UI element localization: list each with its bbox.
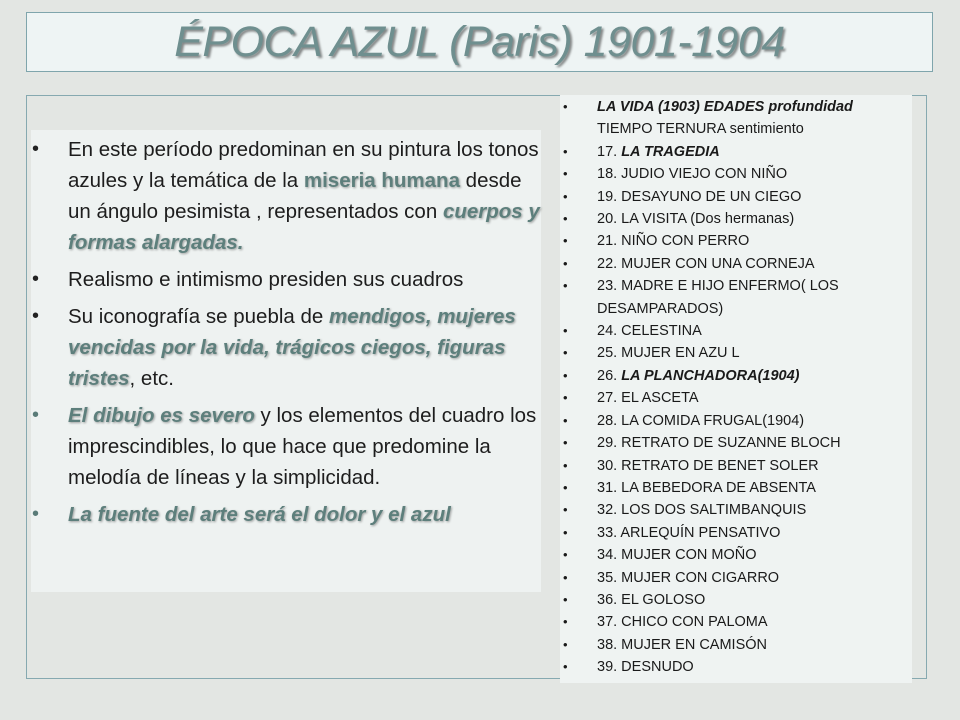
- work-title-bold: LA VIDA (1903) EDADES profundidad: [597, 99, 853, 115]
- work-item-35: • 35. MUJER CON CIGARRO: [560, 567, 912, 589]
- highlight-miseria: miseria humana: [303, 169, 460, 192]
- works-list: [560, 96, 912, 679]
- work-item-21: • 21. NIÑO CON PERRO: [560, 230, 912, 252]
- work-subtitle: TIEMPO TERNURA sentimiento: [597, 121, 804, 138]
- works-panel: [560, 95, 912, 683]
- work-item-33: • 33. ARLEQUÍN PENSATIVO: [560, 522, 912, 544]
- work-item-28: • 28. LA COMIDA FRUGAL(1904): [560, 410, 912, 432]
- work-item-36: • 36. EL GOLOSO: [560, 589, 912, 611]
- highlight-mendigos: mendigos, mujeres vencidas por la vida, trágicos ciegos, figuras tristes: [68, 305, 516, 390]
- work-item-30: • 30. RETRATO DE BENET SOLER: [560, 455, 912, 477]
- work-item-34: • 34. MUJER CON MOÑO: [560, 544, 912, 566]
- bullet-realismo: [31, 264, 541, 295]
- work-item-24: • 24. CELESTINA: [560, 320, 912, 342]
- work-item-25: • 25. MUJER EN AZU L: [560, 342, 912, 364]
- bullet-fuente: [31, 499, 541, 530]
- highlight-dibujo: El dibujo es severo: [68, 404, 255, 427]
- work-item-19: • 19. DESAYUNO DE UN CIEGO: [560, 186, 912, 208]
- work-item-39: • 39. DESNUDO: [560, 656, 912, 678]
- bullet-text: desde un ángulo pesimista , representados con: [68, 169, 522, 223]
- left-bullet-list: [31, 134, 541, 536]
- work-number: 17.: [597, 143, 622, 160]
- slide-title: ÉPOCA AZUL (Paris) 1901-1904: [174, 18, 785, 66]
- work-item-22: • 22. MUJER CON UNA CORNEJA: [560, 253, 912, 275]
- bullet-iconografia: [31, 301, 541, 394]
- work-title-bold: LA PLANCHADORA(1904): [621, 367, 800, 384]
- work-item-38: • 38. MUJER EN CAMISÓN: [560, 634, 912, 656]
- work-item-23: • 23. MADRE E HIJO ENFERMO( LOS DESAMPARADOS): [560, 275, 912, 320]
- bullet-text: y los elementos del cuadro los imprescindibles, lo que hace que predomine la melodía de líneas y la simplicidad.: [68, 404, 537, 489]
- work-item-20: • 20. LA VISITA (Dos hermanas): [560, 208, 912, 230]
- bullet-dibujo: [31, 400, 541, 493]
- bullet-blue-tones: [31, 134, 541, 258]
- bullet-text: Realismo e intimismo presiden sus cuadros: [68, 268, 464, 291]
- work-item-la-vida: [560, 96, 912, 141]
- work-item-26: [560, 365, 912, 387]
- highlight-fuente: La fuente del arte será el dolor y el azul: [68, 503, 451, 526]
- work-item-17: [560, 141, 912, 163]
- bullet-text: Su iconografía se puebla de: [68, 305, 329, 328]
- work-item-27: • 27. EL ASCETA: [560, 387, 912, 409]
- work-item-18: • 18. JUDIO VIEJO CON NIÑO: [560, 163, 912, 185]
- work-item-31: • 31. LA BEBEDORA DE ABSENTA: [560, 477, 912, 499]
- work-item-29: • 29. RETRATO DE SUZANNE BLOCH: [560, 432, 912, 454]
- work-number: 26.: [597, 367, 622, 384]
- work-item-37: • 37. CHICO CON PALOMA: [560, 611, 912, 633]
- work-title-bold: LA TRAGEDIA: [621, 143, 720, 160]
- highlight-cuerpos: cuerpos y formas alargadas.: [68, 200, 540, 254]
- work-item-32: • 32. LOS DOS SALTIMBANQUIS: [560, 499, 912, 521]
- bullet-text: En este período predominan en su pintura los tonos azules y la temática de la: [68, 138, 539, 192]
- title-box: [26, 12, 933, 72]
- left-text-panel: [31, 130, 541, 592]
- bullet-text: , etc.: [129, 367, 174, 390]
